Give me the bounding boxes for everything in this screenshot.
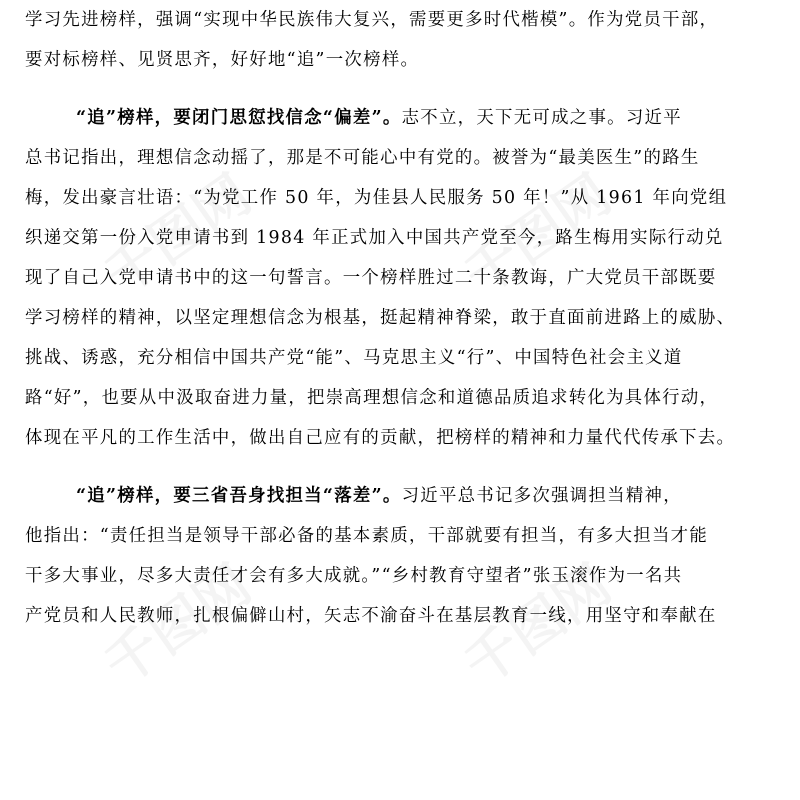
text-line: 现了自己入党申请书中的这一句誓言。一个榜样胜过二十条教诲，广大党员干部既要: [25, 268, 717, 288]
paragraph-2-rest: 习近平总书记多次强调担当精神，: [401, 486, 682, 506]
watermark: 千图网: [453, 162, 623, 308]
text-line: [25, 636, 785, 676]
text-line: 总书记指出，理想信念动摇了，那是不可能心中有党的。被誉为“最美医生”的路生: [25, 148, 700, 168]
text-line: 干多大事业，尽多大责任才会有多大成就。”“乡村教育守望者”张玉滚作为一名共: [25, 566, 683, 586]
paragraph-1-heading: “追”榜样，要闭门思愆找信念“偏差”。: [76, 108, 402, 128]
watermark: 千图网: [93, 552, 263, 698]
text-line: 路“好”，也要从中汲取奋进力量，把崇高理想信念和道德品质追求转化为具体行动，: [25, 388, 719, 408]
text-line: 织递交第一份入党申请书到 1984 年正式加入中国共产党至今，路生梅用实际行动兑: [25, 228, 724, 248]
watermark: 千图网: [453, 552, 623, 698]
text-line: 梅，发出豪言壮语：“为党工作 50 年，为佳县人民服务 50 年！”从 1961 年向党组: [25, 188, 728, 208]
paragraph-2-heading: “追”榜样，要三省吾身找担当“落差”。: [76, 486, 402, 506]
text-line: 体现在平凡的工作生活中，做出自己应有的贡献，把榜样的精神和力量代代传承下去。: [25, 428, 736, 448]
text-line: 要对标榜样、见贤思齐，好好地“追”一次榜样。: [25, 50, 420, 70]
text-line: 产党员和人民教师，扎根偏僻山村，矢志不渝奋斗在基层教育一线，用坚守和奉献在: [25, 606, 717, 626]
text-line: 挑战、诱惑，充分相信中国共产党“能”、马克思主义“行”、中国特色社会主义道: [25, 348, 683, 368]
watermark: 千图网: [93, 162, 263, 308]
text-line: 他指出：“责任担当是领导干部必备的基本素质，干部就要有担当，有多大担当才能: [25, 526, 709, 546]
paragraph-1-first-line: [76, 98, 785, 138]
paragraph-2-first-line: [76, 476, 785, 516]
text-line: 学习榜样的精神，以坚定理想信念为根基，挺起精神脊梁，敢于直面前进路上的威胁、: [25, 308, 736, 328]
paragraph-1-rest: 志不立，天下无可成之事。习近平: [401, 108, 682, 128]
text-line: [25, 747, 785, 787]
text-line: 学习先进榜样，强调“实现中华民族伟大复兴，需要更多时代楷模”。作为党员干部，: [25, 10, 719, 30]
